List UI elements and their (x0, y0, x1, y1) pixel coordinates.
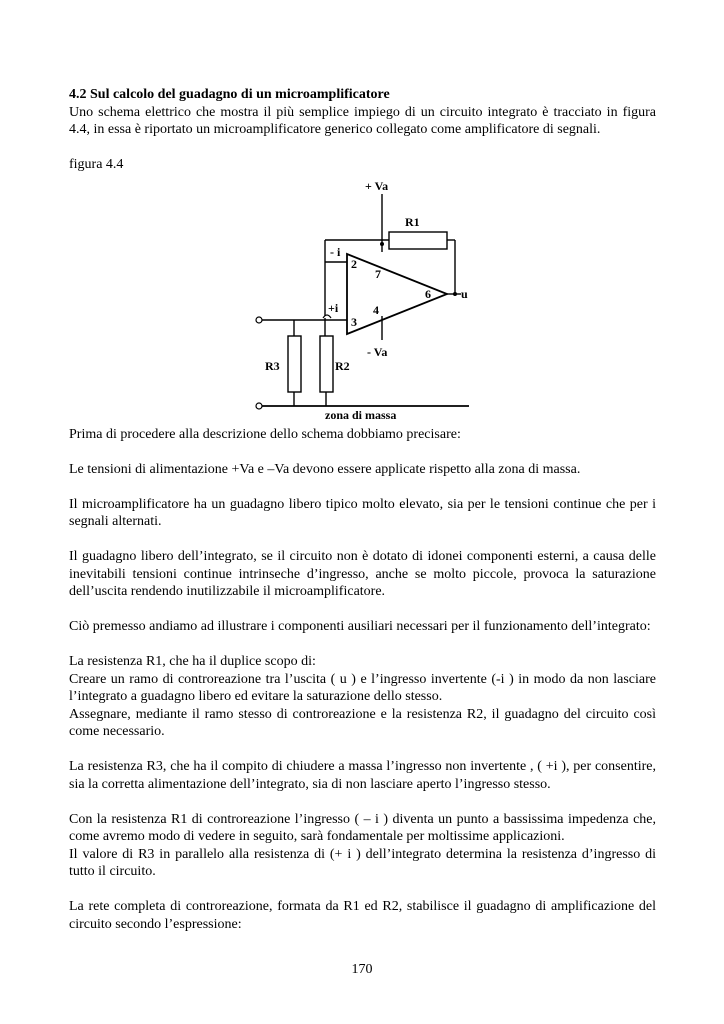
label-r3: R3 (265, 358, 280, 373)
paragraph-3: Il microamplificatore ha un guadagno libero tipico molto elevato, sia per le tensioni continue che per i segnali alternati. (69, 496, 656, 529)
paragraph-2: Le tensioni di alimentazione +Va e –Va devono essere applicate rispetto alla zona di massa. (69, 461, 581, 477)
r1-point-2: Assegnare, mediante il ramo stesso di controreazione e la resistenza R2, il guadagno del circuito così come necessario. (69, 706, 656, 739)
label-pin3: 3 (351, 314, 357, 329)
ground-terminal (256, 403, 262, 409)
output-node (453, 292, 457, 296)
label-pin6: 6 (425, 286, 431, 301)
label-plus-va: + Va (365, 178, 389, 193)
page-number: 170 (351, 962, 373, 977)
wire-hop (323, 315, 331, 318)
label-pin2: 2 (351, 256, 357, 271)
r1-description (69, 653, 656, 741)
label-pin4: 4 (373, 302, 379, 317)
label-r1: R1 (405, 214, 420, 229)
impedance-line-2: Il valore di R3 in parallelo alla resistenza di (+ i ) dell’integrato determina la resistenza d’ingresso di tutto il circuito. (69, 846, 656, 879)
intro-paragraph: Uno schema elettrico che mostra il più semplice impiego di un circuito integrato è tracciato in figura 4.4, in essa è riportato un microamplificatore generico collegato come amplificatore di segnali. (69, 104, 656, 137)
figure-label: figura 4.4 (69, 157, 124, 172)
label-r2: R2 (335, 358, 350, 373)
document-page (69, 86, 656, 933)
circuit-diagram (69, 174, 656, 420)
impedance-description (69, 811, 656, 881)
r2-resistor (320, 336, 333, 392)
r3-resistor (288, 336, 301, 392)
label-out-u: u (461, 286, 468, 301)
r1-intro: La resistenza R1, che ha il duplice scopo di: (69, 654, 316, 669)
impedance-line-1: Con la resistenza R1 di controreazione l’ingresso ( – i ) diventa un punto a bassissima impedenza che, come avremo modo di vedere in seguito, sarà fondamentale per moltissime applicazioni. (69, 811, 656, 844)
final-paragraph: La rete completa di controreazione, formata da R1 ed R2, stabilisce il guadagno di amplificazione del circuito secondo l’espressione: (69, 899, 656, 932)
r3-paragraph: La resistenza R3, che ha il compito di chiudere a massa l’ingresso non invertente , ( +i ), per consentire, sia la corretta alimentazione dell’integrato, sia di non lasciare aperto l’ingresso stesso. (69, 759, 656, 792)
r1-point-1: Creare un ramo di controreazione tra l’uscita ( u ) e l’ingresso invertente (-i ) in modo da non lasciare l’integrato a guadagno libero ed evitare la saturazione dello stesso. (69, 671, 656, 704)
input-terminal (256, 317, 262, 323)
paragraph-4: Il guadagno libero dell’integrato, se il circuito non è dotato di idonei componenti esterni, a causa delle inevitabili tensioni continue intrinseche d’ingresso, anche se molto piccole, provoca la saturazione dell’uscita rendendo inutilizzabile il microamplificatore. (69, 549, 656, 599)
label-pin7: 7 (375, 266, 381, 281)
supply-node (380, 242, 384, 246)
paragraph-1: Prima di procedere alla descrizione dello schema dobbiamo precisare: (69, 426, 461, 442)
label-minus-i: - i (330, 244, 341, 259)
r1-resistor (389, 232, 447, 249)
section-heading: 4.2 Sul calcolo del guadagno di un microamplificatore (69, 87, 390, 102)
paragraph-5: Ciò premesso andiamo ad illustrare i componenti ausiliari necessari per il funzionamento dell’integrato: (69, 619, 651, 634)
opamp-triangle (347, 254, 447, 334)
label-minus-va: - Va (367, 344, 388, 359)
circuit-figure (69, 174, 656, 420)
label-ground: zona di massa (325, 407, 397, 420)
label-plus-i: +i (328, 300, 339, 315)
